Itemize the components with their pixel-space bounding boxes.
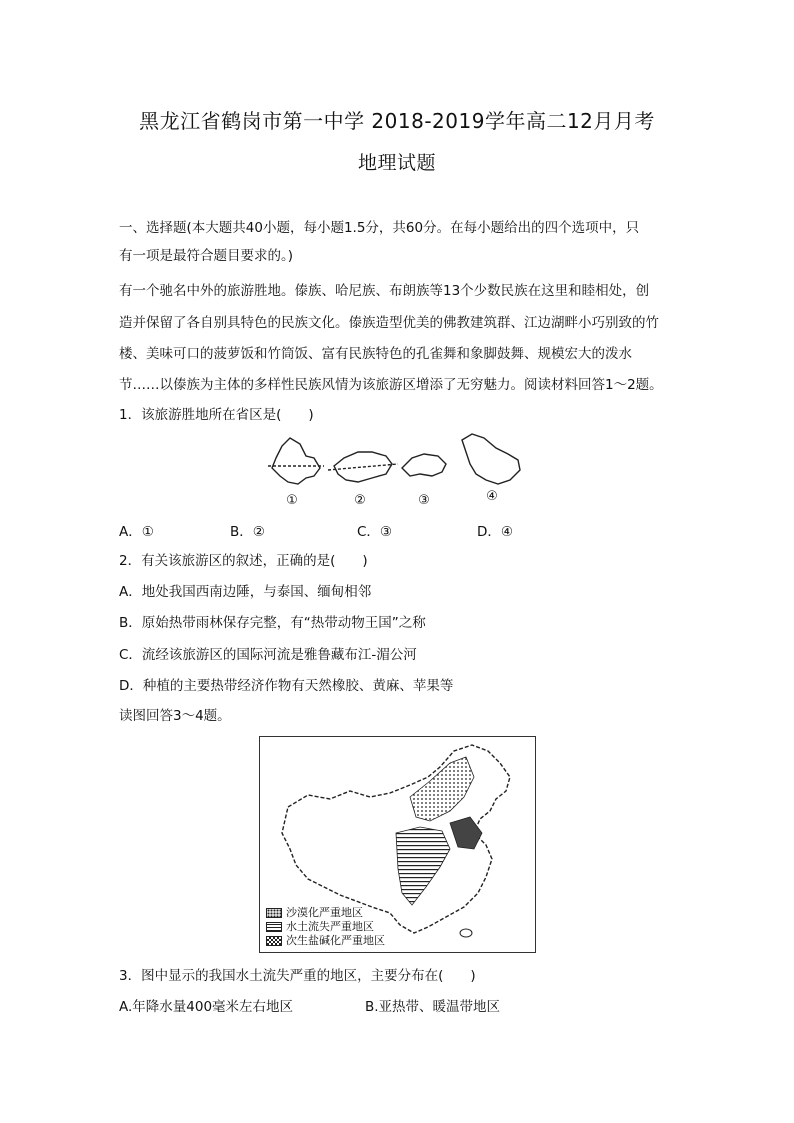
map-label-4: ④ <box>486 489 498 504</box>
section-instructions-line-2: 有一项是最符合题目要求的。) <box>119 248 294 264</box>
passage-line-3: 楼、美味可口的菠萝饭和竹筒饭、富有民族特色的孔雀舞和象脚鼓舞、规模宏大的泼水 <box>119 346 632 362</box>
desertification-region <box>410 757 474 821</box>
exam-subtitle: 地理试题 <box>357 152 436 174</box>
q2-option-a[interactable]: A．地处我国西南边陲，与泰国、缅甸相邻 <box>119 584 372 600</box>
passage-line-2: 造并保留了各自别具特色的民族文化。傣族造型优美的佛教建筑群、江边湖畔小巧别致的竹 <box>119 315 659 331</box>
legend-item-desertification <box>266 906 385 920</box>
q1-option-d[interactable]: D．④ <box>477 524 513 540</box>
legend-item-soil-erosion <box>266 920 385 934</box>
question-1-stem: 1．该旅游胜地所在省区是( ) <box>119 407 314 423</box>
read-map-instruction: 读图回答3～4题。 <box>119 708 231 724</box>
legend-label: 次生盐碱化严重地区 <box>286 934 385 947</box>
map-legend <box>266 906 385 948</box>
section-instructions-line-1: 一、选择题(本大题共40小题，每小题1.5分，共60分。在每小题给出的四个选项中，只 <box>119 220 640 236</box>
question-2-stem: 2．有关该旅游区的叙述，正确的是( ) <box>119 553 368 569</box>
hatch-swatch-icon <box>266 922 282 932</box>
q1-option-c[interactable]: C．③ <box>357 524 393 540</box>
province-outlines-figure <box>262 428 532 510</box>
checker-swatch-icon <box>266 936 282 946</box>
legend-label: 沙漠化严重地区 <box>286 906 363 919</box>
q3-option-b[interactable]: B.亚热带、暖温带地区 <box>365 999 501 1015</box>
q3-option-a[interactable]: A.年降水量400毫米左右地区 <box>119 999 294 1015</box>
q1-option-b[interactable]: B．② <box>230 524 265 540</box>
q2-option-b[interactable]: B．原始热带雨林保存完整，有“热带动物王国”之称 <box>119 615 426 631</box>
exam-title: 黑龙江省鹤岗市第一中学 2018-2019学年高二12月月考 <box>139 109 655 133</box>
province-outline-1 <box>272 438 320 484</box>
question-1-options <box>119 520 679 540</box>
q2-option-d[interactable]: D．种植的主要热带经济作物有天然橡胶、黄麻、苹果等 <box>119 678 454 694</box>
q1-option-a[interactable]: A．① <box>119 524 154 540</box>
legend-item-salinization <box>266 934 385 948</box>
passage-line-4: 节……以傣族为主体的多样性民族风情为该旅游区增添了无穷魅力。阅读材料回答1～2题。 <box>119 377 663 393</box>
china-land-degradation-map <box>259 736 536 953</box>
map-label-3: ③ <box>418 493 430 508</box>
legend-label: 水土流失严重地区 <box>286 920 374 933</box>
soil-erosion-region <box>396 827 450 905</box>
salinization-region <box>450 817 482 849</box>
dots-swatch-icon <box>266 908 282 918</box>
passage-line-1: 有一个驰名中外的旅游胜地。傣族、哈尼族、布朗族等13个少数民族在这里和睦相处，创 <box>119 283 650 299</box>
q2-option-c[interactable]: C．流经该旅游区的国际河流是雅鲁藏布江-湄公河 <box>119 647 417 663</box>
map-label-2: ② <box>354 493 366 508</box>
province-outline-3 <box>402 454 446 476</box>
map-label-1: ① <box>286 493 298 508</box>
province-outline-4 <box>462 434 520 484</box>
question-3-stem: 3．图中显示的我国水土流失严重的地区，主要分布在( ) <box>119 968 476 984</box>
